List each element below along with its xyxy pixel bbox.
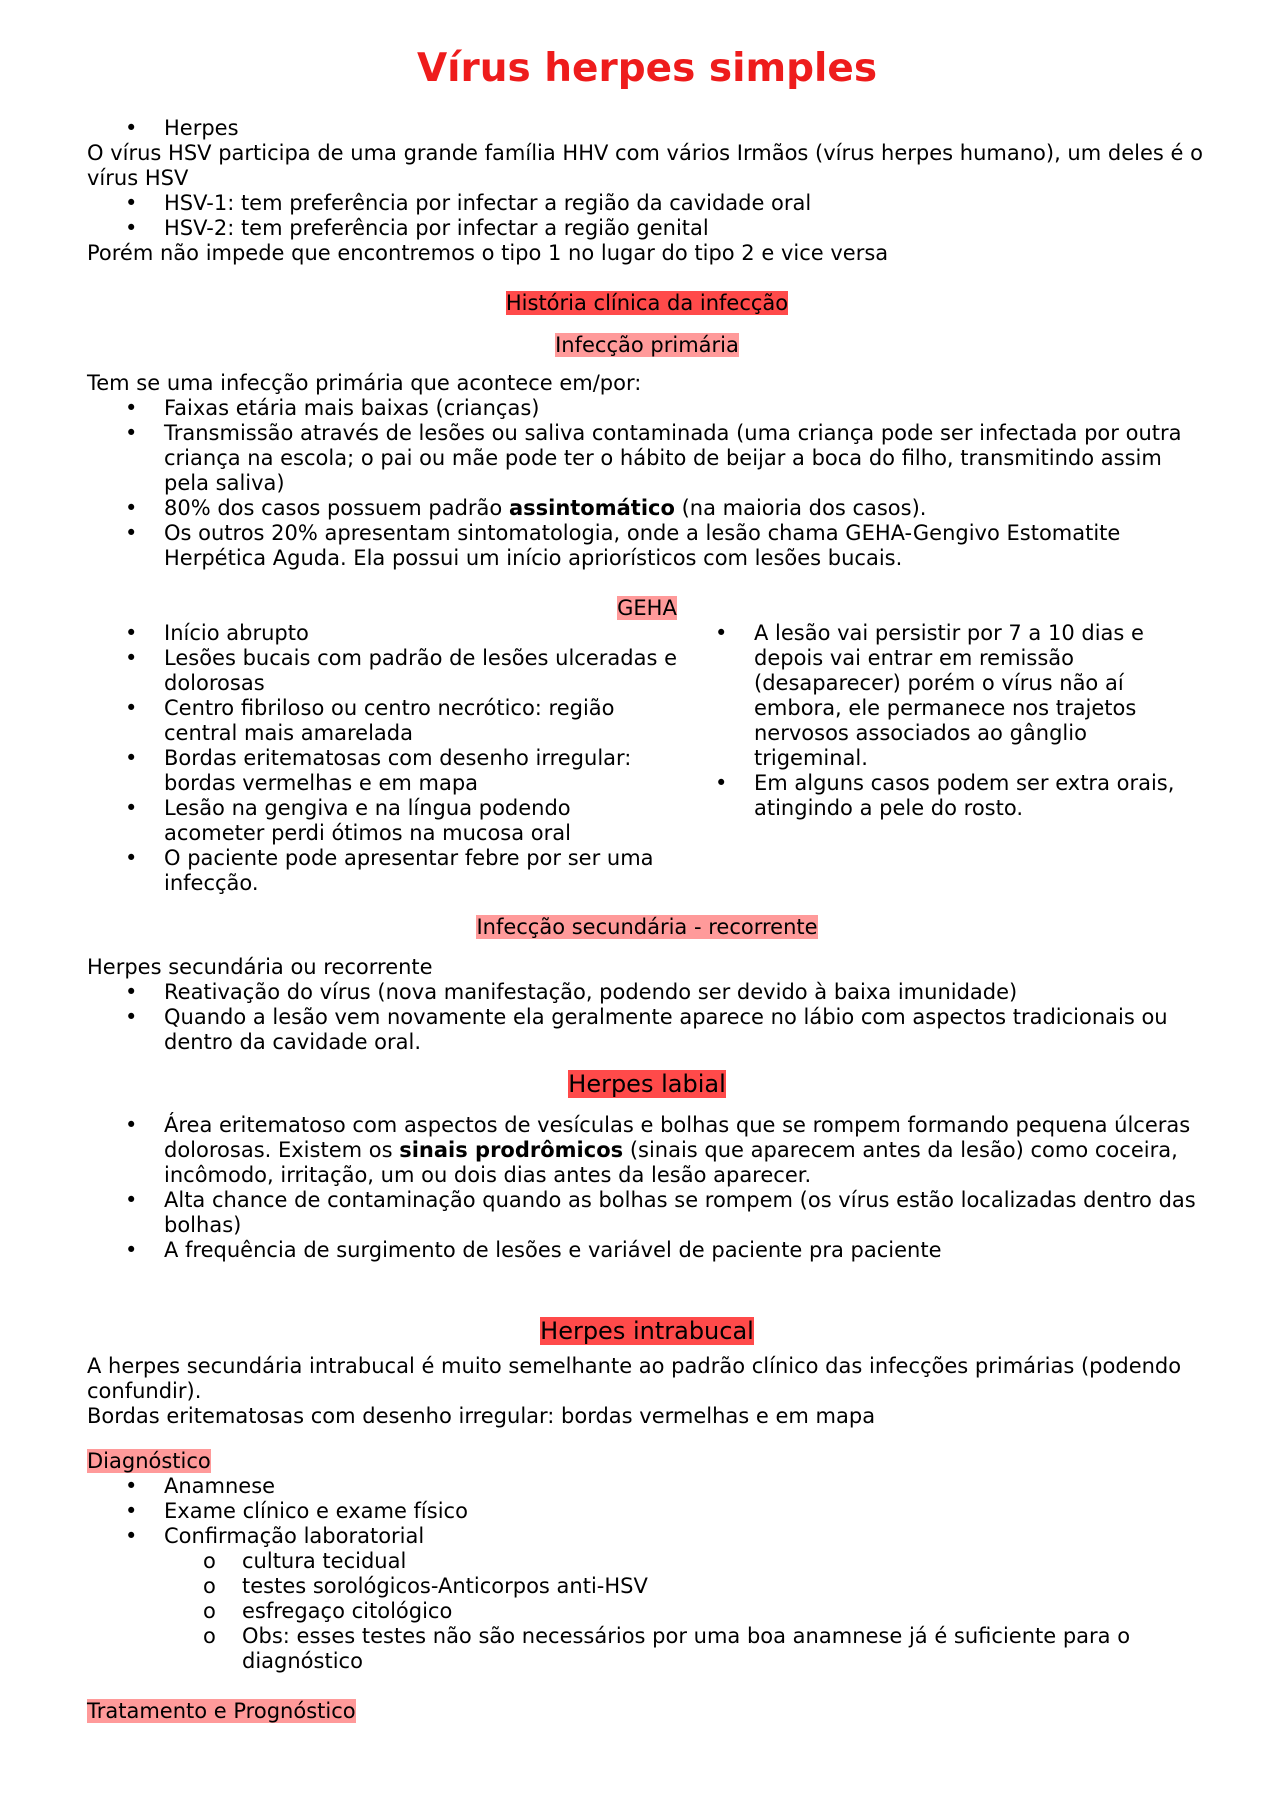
geha-right-list — [677, 621, 1207, 896]
labial-heading: Herpes labial — [568, 1070, 726, 1098]
paragraph: Bordas eritematosas com desenho irregular: bordas vermelhas e em mapa — [87, 1404, 876, 1428]
text-run: Área eritematoso com aspectos de vesículas e bolhas que se rompem formando pequena úlceras dolorosas. Existem os — [164, 1113, 1191, 1162]
section-subheading — [87, 333, 1207, 358]
intrabucal-section — [87, 1316, 1207, 1429]
list-item: • Os outros 20% apresentam sintomatologia, onde a lesão chama GEHA-Gengivo Estomatite Herpética Aguda. Ela possui um início apriorísticos com lesões bucais. — [87, 521, 1207, 571]
tratamento-heading: Tratamento e Prognóstico — [87, 1699, 356, 1723]
list-item: • Reativação do vírus (nova manifestação, podendo ser devido à baixa imunidade) — [87, 980, 1207, 1005]
tratamento-section — [87, 1699, 1207, 1724]
bold-text: assintomático — [508, 496, 675, 520]
intro-section — [87, 116, 1207, 266]
page-title: Vírus herpes simples — [416, 46, 878, 91]
intrabucal-heading: Herpes intrabucal — [540, 1317, 754, 1345]
section-heading — [87, 915, 1207, 940]
text-run: 80% dos casos possuem padrão — [164, 496, 509, 520]
list-item: • Alta chance de contaminação quando as bolhas se rompem (os vírus estão localizadas dentro das bolhas) — [87, 1188, 1207, 1238]
text-run: (sinais que aparecem antes da lesão) como coceira, incômodo, irritação, um ou dois dias antes da lesão aparecer. — [164, 1138, 1178, 1187]
intro-bullet-list — [87, 116, 1207, 141]
sub-list-item: o cultura tecidual — [87, 1549, 1207, 1574]
list-item: • Faixas etária mais baixas (crianças) — [87, 396, 1207, 421]
section-heading — [87, 291, 1207, 316]
section-heading — [87, 1699, 1207, 1724]
section-heading — [87, 1316, 1207, 1346]
list-item: • Centro fibriloso ou centro necrótico: região central mais amarelada — [87, 696, 677, 746]
section-heading — [87, 596, 1207, 621]
list-item: • Anamnese — [87, 1474, 1207, 1499]
diagnostico-heading: Diagnóstico — [87, 1449, 211, 1473]
primaria-heading: Infecção primária — [555, 333, 739, 357]
geha-heading: GEHA — [617, 596, 677, 620]
paragraph: Herpes secundária ou recorrente — [87, 955, 433, 979]
geha-section — [87, 596, 1207, 896]
paragraph: Porém não impede que encontremos o tipo 1 no lugar do tipo 2 e vice versa — [87, 241, 889, 265]
secundaria-section — [87, 915, 1207, 1055]
list-item: • HSV-1: tem preferência por infectar a região da cavidade oral — [87, 191, 1207, 216]
section-heading — [87, 1069, 1207, 1099]
list-item: • A lesão vai persistir por 7 a 10 dias e depois vai entrar em remissão (desaparecer) porém o vírus não aí embora, ele permanece nos trajetos nervosos associados ao gânglio trigeminal. — [677, 621, 1207, 771]
bold-text: sinais prodrômicos — [399, 1138, 624, 1162]
list-item: • Quando a lesão vem novamente ela geralmente aparece no lábio com aspectos tradicionais ou dentro da cavidade oral. — [87, 1005, 1207, 1055]
list-item: • Transmissão através de lesões ou saliva contaminada (uma criança pode ser infectada por outra criança na escola; o pai ou mãe pode ter o hábito de beijar a boca do filho, transmitindo assim pela saliva) — [87, 421, 1207, 496]
sub-list-item: o testes sorológicos-Anticorpos anti-HSV — [87, 1574, 1207, 1599]
list-item: • Lesões bucais com padrão de lesões ulceradas e dolorosas — [87, 646, 677, 696]
list-item: • Lesão na gengiva e na língua podendo acometer perdi ótimos na mucosa oral — [87, 796, 677, 846]
paragraph: A herpes secundária intrabucal é muito semelhante ao padrão clínico das infecções primárias (podendo confundir). — [87, 1354, 1182, 1403]
paragraph: O vírus HSV participa de uma grande família HHV com vários Irmãos (vírus herpes humano), um deles é o vírus HSV — [87, 141, 1203, 190]
list-item: • Início abrupto — [87, 621, 677, 646]
historia-section — [87, 291, 1207, 571]
document-content — [87, 0, 1207, 1724]
list-item: • Herpes — [87, 116, 1207, 141]
historia-heading: História clínica da infecção — [505, 291, 789, 315]
list-item: • Exame clínico e exame físico — [87, 1499, 1207, 1524]
sub-list-item: o esfregaço citológico — [87, 1599, 1207, 1624]
list-item: • HSV-2: tem preferência por infectar a região genital — [87, 216, 1207, 241]
list-item: • O paciente pode apresentar febre por ser uma infecção. — [87, 846, 677, 896]
geha-columns — [87, 621, 1207, 896]
intro-hsv-list — [87, 191, 1207, 241]
list-item: • Bordas eritematosas com desenho irregular: bordas vermelhas e em mapa — [87, 746, 677, 796]
list-item: • Confirmação laboratorial — [87, 1524, 1207, 1549]
list-item — [87, 496, 1207, 521]
text-run: (na maioria dos casos). — [674, 496, 927, 520]
sub-list-item: o Obs: esses testes não são necessários por uma boa anamnese já é suficiente para o diagnóstico — [87, 1624, 1207, 1674]
secundaria-bullet-list — [87, 980, 1207, 1055]
paragraph: Tem se uma infecção primária que acontece em/por: — [87, 371, 642, 395]
list-item: • Em alguns casos podem ser extra orais, atingindo a pele do rosto. — [677, 771, 1207, 821]
list-item — [87, 1113, 1207, 1188]
section-heading — [87, 1449, 1207, 1474]
secundaria-heading: Infecção secundária - recorrente — [476, 915, 818, 939]
primaria-bullet-list — [87, 396, 1207, 571]
list-item: • A frequência de surgimento de lesões e variável de paciente pra paciente — [87, 1238, 1207, 1263]
diagnostico-section — [87, 1449, 1207, 1674]
diagnostico-bullet-list — [87, 1474, 1207, 1674]
geha-left-list — [87, 621, 677, 896]
labial-section — [87, 1069, 1207, 1263]
labial-bullet-list — [87, 1113, 1207, 1263]
